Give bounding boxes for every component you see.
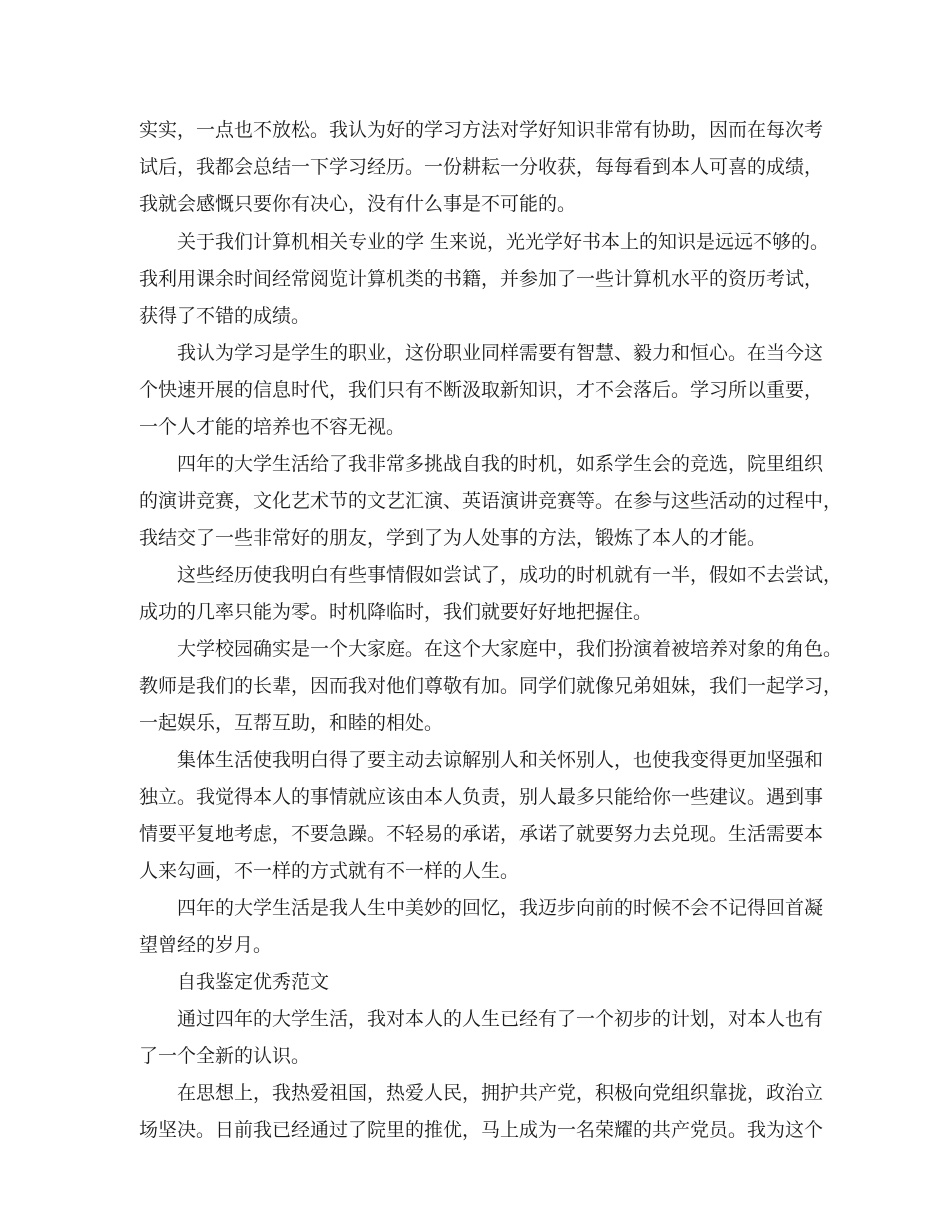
- text-line: 独立。我觉得本人的事情就应该由本人负责，别人最多只能给你一些建议。遇到事: [139, 786, 824, 808]
- section-heading: 自我鉴定优秀范文: [177, 971, 330, 993]
- text-line: 人来勾画，不一样的方式就有不一样的人生。: [139, 860, 520, 882]
- text-line: 成功的几率只能为零。时机降临时，我们就要好好地把握住。: [139, 601, 653, 623]
- text-line: 望曾经的岁月。: [139, 934, 273, 956]
- text-line: 个快速开展的信息时代，我们只有不断汲取新知识，才不会落后。学习所以重要，: [139, 379, 824, 401]
- text-line: 一个人才能的培养也不容无视。: [139, 416, 406, 438]
- text-line: 了一个全新的认识。: [139, 1045, 311, 1067]
- text-line: 试后，我都会总结一下学习经历。一份耕耘一分收获，每每看到本人可喜的成绩，: [139, 156, 824, 178]
- text-line: 实实，一点也不放松。我认为好的学习方法对学好知识非常有协助，因而在每次考: [139, 119, 824, 141]
- paragraph-start-line: 在思想上，我热爱祖国，热爱人民，拥护共产党，积极向党组织靠拢，政治立: [177, 1082, 824, 1104]
- text-line: 我结交了一些非常好的朋友，学到了为人处事的方法，锻炼了本人的才能。: [139, 527, 767, 549]
- paragraph-start-line: 通过四年的大学生活，我对本人的人生已经有了一个初步的计划，对本人也有: [177, 1008, 824, 1030]
- text-line: 我就会感慨只要你有决心，没有什么事是不可能的。: [139, 193, 577, 215]
- text-line: 的演讲竞赛，文化艺术节的文艺汇演、英语演讲竞赛等。在参与这些活动的过程中，: [139, 490, 843, 512]
- text-line: 获得了不错的成绩。: [139, 305, 311, 327]
- text-line: 一起娱乐，互帮互助，和睦的相处。: [139, 712, 444, 734]
- paragraph-start-line: 这些经历使我明白有些事情假如尝试了，成功的时机就有一半，假如不去尝试，: [177, 564, 843, 586]
- paragraph-start-line: 四年的大学生活是我人生中美妙的回忆，我迈步向前的时候不会不记得回首凝: [177, 897, 824, 919]
- paragraph-start-line: 关于我们计算机相关专业的学 生来说，光光学好书本上的知识是远远不够的。: [177, 231, 830, 253]
- paragraph-start-line: 四年的大学生活给了我非常多挑战自我的时机，如系学生会的竞选，院里组织: [177, 453, 824, 475]
- paragraph-start-line: 集体生活使我明白得了要主动去谅解别人和关怀别人，也使我变得更加坚强和: [177, 749, 824, 771]
- text-line: 情要平复地考虑，不要急躁。不轻易的承诺，承诺了就要努力去兑现。生活需要本: [139, 823, 824, 845]
- paragraph-start-line: 大学校园确实是一个大家庭。在这个大家庭中，我们扮演着被培养对象的角色。: [177, 638, 843, 660]
- text-line: 场坚决。日前我已经通过了院里的推优，马上成为一名荣耀的共产党员。我为这个: [139, 1119, 824, 1141]
- paragraph-start-line: 我认为学习是学生的职业，这份职业同样需要有智慧、毅力和恒心。在当今这: [177, 342, 824, 364]
- text-line: 教师是我们的长辈，因而我对他们尊敬有加。同学们就像兄弟姐妹，我们一起学习，: [139, 675, 843, 697]
- text-line: 我利用课余时间经常阅览计算机类的书籍，并参加了一些计算机水平的资历考试，: [139, 268, 824, 290]
